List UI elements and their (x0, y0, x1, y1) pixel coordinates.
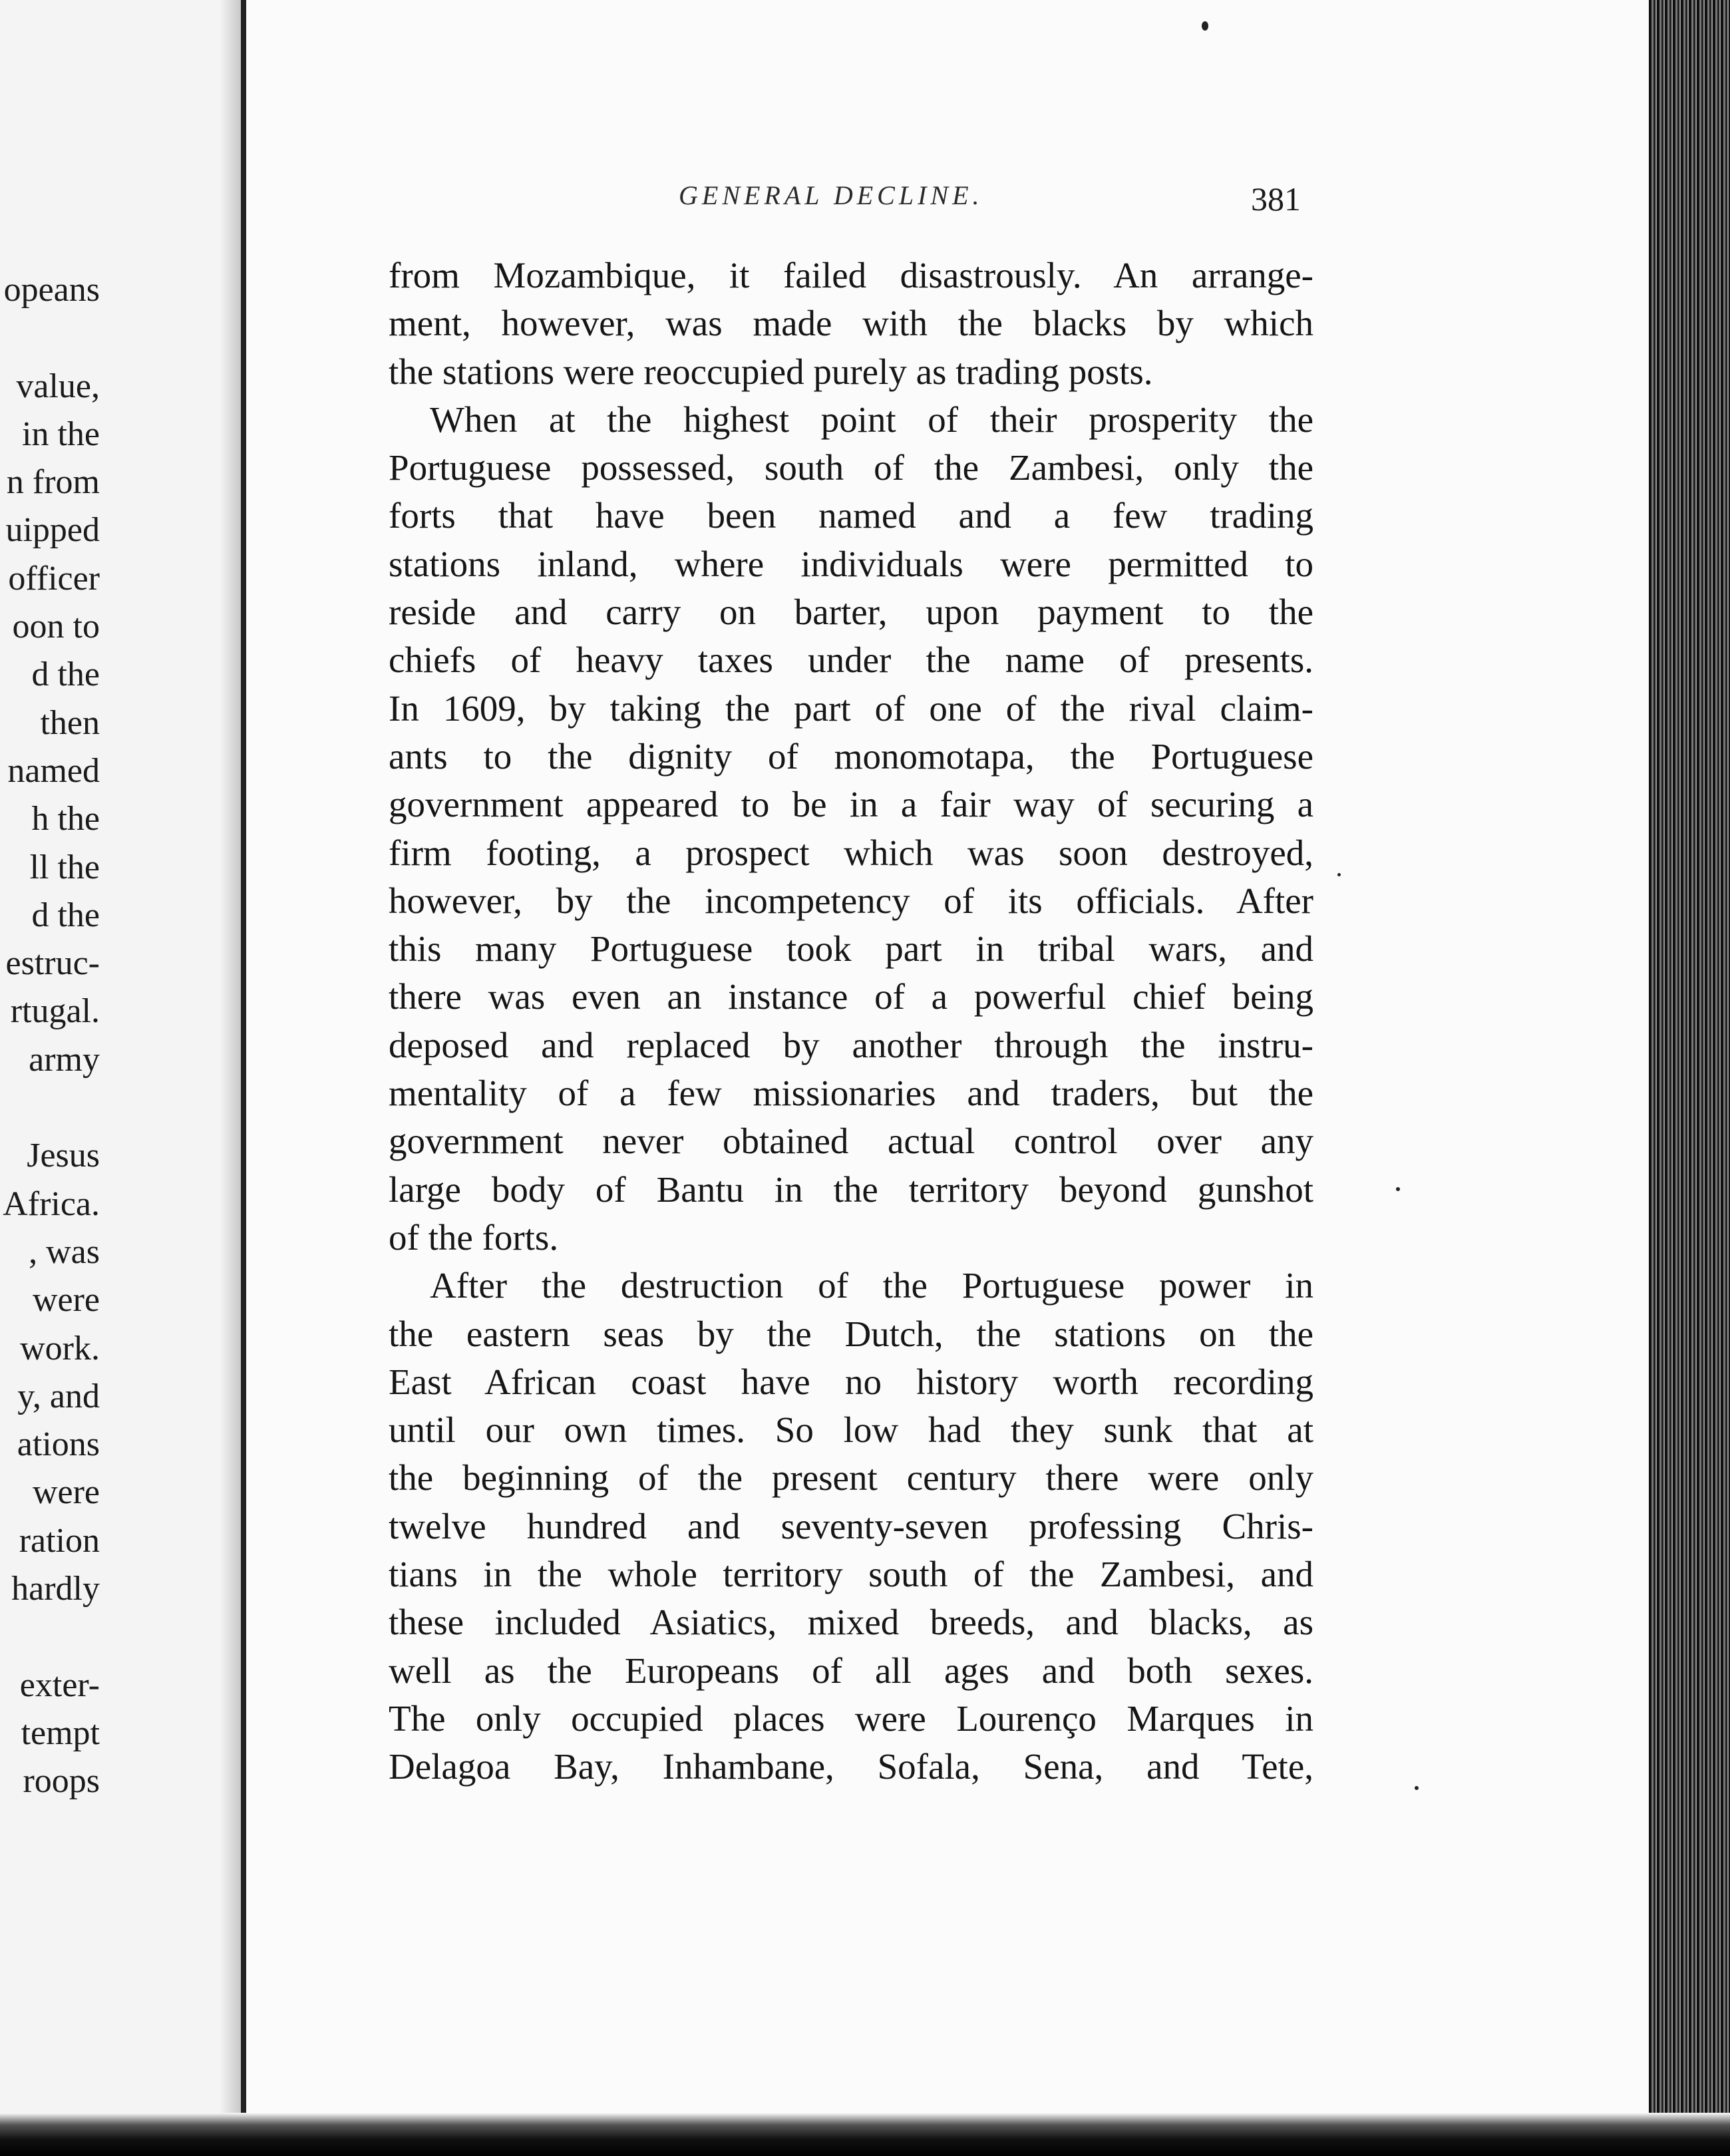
left-line: named (7, 751, 100, 790)
speck (1337, 873, 1341, 876)
text-line: large body of Bantu in the territory beyond gunshot (389, 1168, 1313, 1210)
left-line: d the (31, 655, 100, 694)
left-line: army (29, 1040, 100, 1079)
left-page-text (0, 266, 100, 1806)
speck (1202, 21, 1208, 31)
body-text (389, 252, 1313, 1791)
text-line: Delagoa Bay, Inhambane, Sofala, Sena, and Tete, (389, 1746, 1313, 1787)
text-line: government appeared to be in a fair way of securing a (389, 784, 1313, 825)
text-line: of the forts. (389, 1216, 559, 1258)
text-line: After the destruction of the Portuguese power in (430, 1265, 1313, 1306)
left-page (0, 0, 233, 2129)
left-line: uipped (5, 511, 100, 550)
left-line: officer (8, 559, 100, 598)
text-line: the stations were reoccupied purely as trading posts. (389, 351, 1153, 392)
text-line: firm footing, a prospect which was soon destroyed, (389, 832, 1313, 873)
text-line: well as the Europeans of all ages and both sexes. (389, 1650, 1313, 1691)
text-line: deposed and replaced by another through the instru- (389, 1024, 1313, 1065)
left-line: work. (20, 1329, 100, 1367)
left-line: were (32, 1281, 100, 1320)
text-line: When at the highest point of their prosperity the (430, 399, 1313, 440)
text-line: ants to the dignity of monomotapa, the Portuguese (389, 735, 1313, 777)
text-line: from Mozambique, it failed disastrously. An arrange- (389, 255, 1313, 295)
left-line: ration (19, 1521, 100, 1560)
left-line: , was (29, 1232, 100, 1271)
speck (1396, 1187, 1400, 1191)
left-line: opeans (3, 271, 100, 309)
page-number: 381 (1251, 180, 1301, 218)
text-line: the eastern seas by the Dutch, the stations on the (389, 1313, 1313, 1354)
text-line: however, by the incompetency of its officials. After (389, 880, 1313, 921)
left-line: in the (22, 415, 100, 453)
left-line: d the (31, 896, 100, 934)
text-line: tians in the whole territory south of the Zambesi, and (389, 1554, 1313, 1595)
text-line: the beginning of the present century there were only (389, 1457, 1313, 1499)
left-line: h the (31, 800, 100, 838)
page-edges (1649, 0, 1730, 2156)
text-line: reside and carry on barter, upon payment to the (389, 592, 1313, 633)
text-line: chiefs of heavy taxes under the name of presents. (389, 639, 1313, 681)
left-line: Africa. (3, 1184, 100, 1223)
left-line (0, 314, 100, 362)
text-line: The only occupied places were Lourenço Marques in (389, 1698, 1313, 1739)
left-line: n from (6, 463, 100, 502)
left-line (0, 1613, 100, 1661)
text-line: ment, however, was made with the blacks by which (389, 303, 1313, 344)
gutter-shadow (220, 0, 241, 2129)
left-line: Jesus (27, 1137, 100, 1175)
text-line: mentality of a few missionaries and traders, but the (389, 1073, 1313, 1114)
left-line: then (40, 703, 100, 742)
running-head: GENERAL DECLINE. (679, 180, 983, 210)
left-line: were (32, 1473, 100, 1512)
text-line: government never obtained actual control over any (389, 1121, 1313, 1162)
text-line: this many Portuguese took part in tribal wars, and (389, 928, 1313, 970)
text-line: twelve hundred and seventy-seven professing Chris- (389, 1505, 1313, 1546)
left-line: hardly (11, 1570, 100, 1608)
left-line: y, and (17, 1377, 100, 1415)
text-line: Portuguese possessed, south of the Zambesi, only the (389, 447, 1313, 488)
left-line: estruc- (5, 944, 100, 983)
text-line: these included Asiatics, mixed breeds, and blacks, as (389, 1602, 1313, 1643)
left-line: ll the (29, 848, 100, 886)
text-line: In 1609, by taking the part of one of the rival claim- (389, 687, 1313, 729)
left-line: tempt (21, 1713, 100, 1752)
left-line: oon to (12, 608, 100, 646)
text-line: there was even an instance of a powerful chief being (389, 976, 1313, 1017)
text-line: forts that have been named and a few trading (389, 495, 1313, 536)
left-line: roops (23, 1762, 100, 1801)
text-line: stations inland, where individuals were permitted to (389, 543, 1313, 584)
bottom-edge (0, 2113, 1730, 2156)
text-line: East African coast have no history worth recording (389, 1361, 1313, 1402)
left-line: ations (17, 1425, 100, 1464)
left-line: value, (16, 367, 100, 405)
speck (1415, 1786, 1419, 1790)
left-line: exter- (19, 1666, 100, 1704)
text-line: until our own times. So low had they sunk that at (389, 1409, 1313, 1451)
left-line: rtugal. (10, 992, 100, 1031)
book-gutter (241, 0, 246, 2129)
left-line (0, 1084, 100, 1132)
